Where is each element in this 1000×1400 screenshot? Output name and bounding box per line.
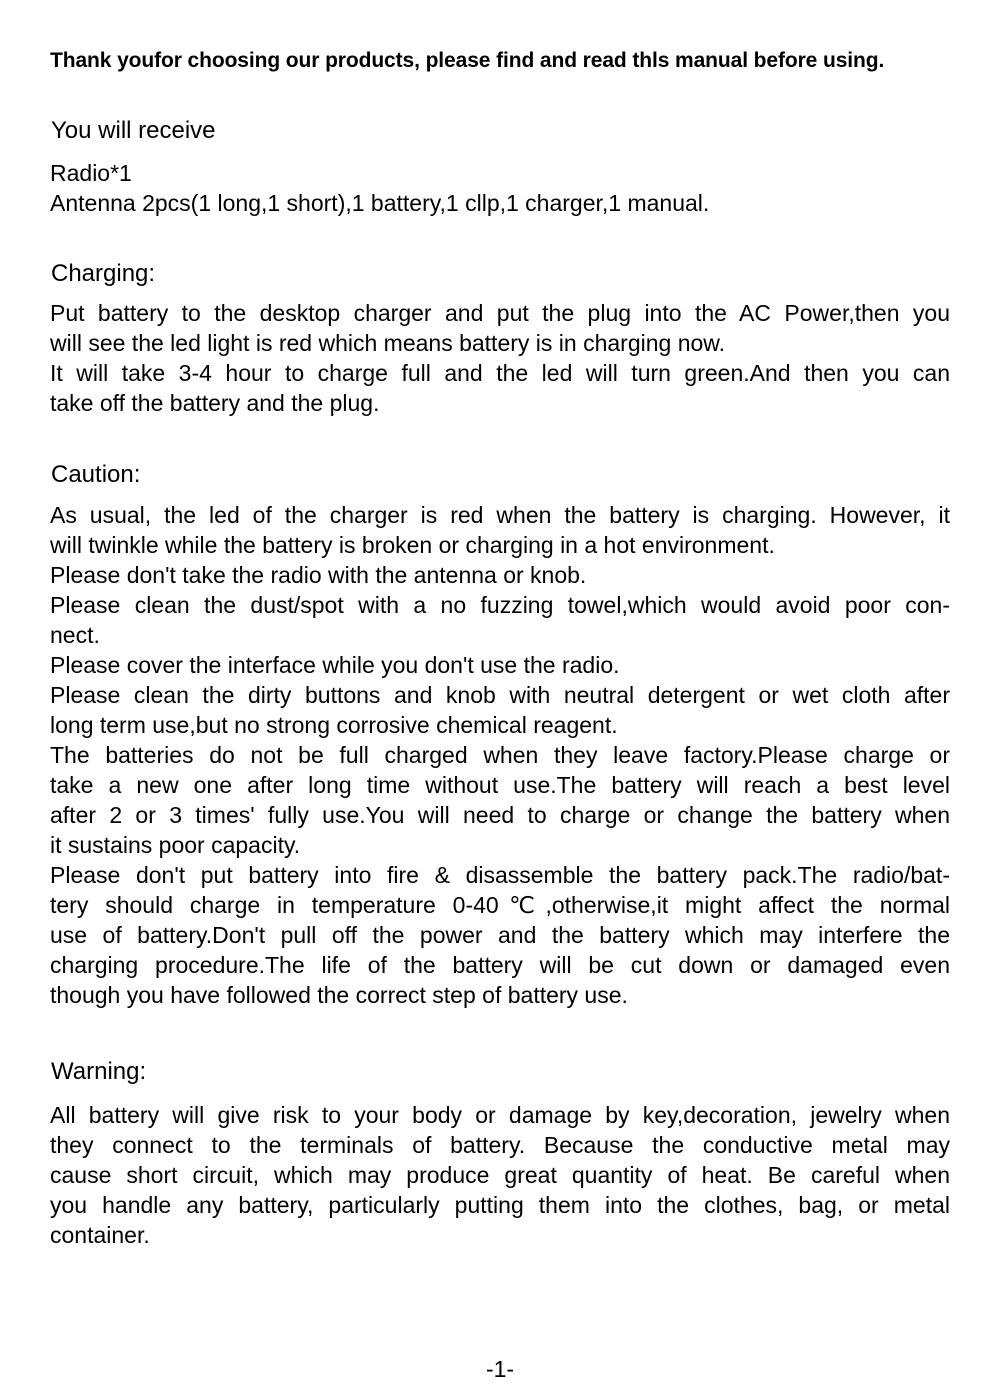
section-heading-charging: Charging: xyxy=(51,260,156,287)
charging-line: Put battery to the desktop charger and put the plug into the AC Power,then you xyxy=(50,300,950,326)
warning-line: All battery will give risk to your body or damage by key,decoration, jewelry when xyxy=(50,1102,950,1128)
caution-line: Please clean the dirty buttons and knob with neutral detergent or wet cloth after xyxy=(50,682,950,708)
receive-section xyxy=(50,158,950,218)
charging-line: It will take 3-4 hour to charge full and the led will turn green.And then you can xyxy=(50,360,950,386)
caution-line: tery should charge in temperature 0-40℃,otherwise,it might affect the normal xyxy=(50,892,950,918)
caution-line: The batteries do not be full charged when they leave factory.Please charge or xyxy=(50,742,950,768)
caution-line: Please cover the interface while you don't use the radio. xyxy=(50,652,620,678)
caution-line: Please don't put battery into fire & disassemble the battery pack.The radio/bat- xyxy=(50,862,950,888)
warning-line: cause short circuit, which may produce great quantity of heat. Be careful when xyxy=(50,1162,950,1188)
page-number: -1- xyxy=(485,1356,515,1382)
caution-section xyxy=(50,500,950,1010)
receive-line: Antenna 2pcs(1 long,1 short),1 battery,1 cllp,1 charger,1 manual. xyxy=(50,190,710,216)
charging-line: will see the led light is red which means battery is in charging now. xyxy=(50,330,726,356)
caution-line: charging procedure.The life of the battery will be cut down or damaged even xyxy=(50,952,950,978)
warning-line: container. xyxy=(50,1222,150,1248)
warning-line: you handle any battery, particularly putting them into the clothes, bag, or metal xyxy=(50,1192,950,1218)
section-heading-caution: Caution: xyxy=(51,461,141,488)
caution-line: long term use,but no strong corrosive chemical reagent. xyxy=(50,712,618,738)
caution-line: Please don't take the radio with the antenna or knob. xyxy=(50,562,587,588)
caution-line: after 2 or 3 times' fully use.You will need to charge or change the battery when xyxy=(50,802,950,828)
receive-line: Radio*1 xyxy=(50,160,132,186)
caution-line: take a new one after long time without use.The battery will reach a best level xyxy=(50,772,950,798)
warning-line: they connect to the terminals of battery. Because the conductive metal may xyxy=(50,1132,950,1158)
caution-line: As usual, the led of the charger is red when the battery is charging. However, it xyxy=(50,502,950,528)
warning-section xyxy=(50,1100,950,1250)
intro-text: Thank youfor choosing our products, please find and read thls manual before using. xyxy=(50,49,885,72)
charging-line: take off the battery and the plug. xyxy=(50,390,380,416)
section-heading-receive: You will receive xyxy=(51,117,216,144)
section-heading-warning: Warning: xyxy=(51,1058,147,1085)
charging-section xyxy=(50,298,950,418)
caution-line: use of battery.Don't pull off the power and the battery which may interfere the xyxy=(50,922,950,948)
caution-line: Please clean the dust/spot with a no fuzzing towel,which would avoid poor con- xyxy=(50,592,950,618)
caution-line: though you have followed the correct step of battery use. xyxy=(50,982,628,1008)
caution-line: nect. xyxy=(50,622,100,648)
caution-line: it sustains poor capacity. xyxy=(50,832,301,858)
caution-line: will twinkle while the battery is broken or charging in a hot environment. xyxy=(50,532,775,558)
